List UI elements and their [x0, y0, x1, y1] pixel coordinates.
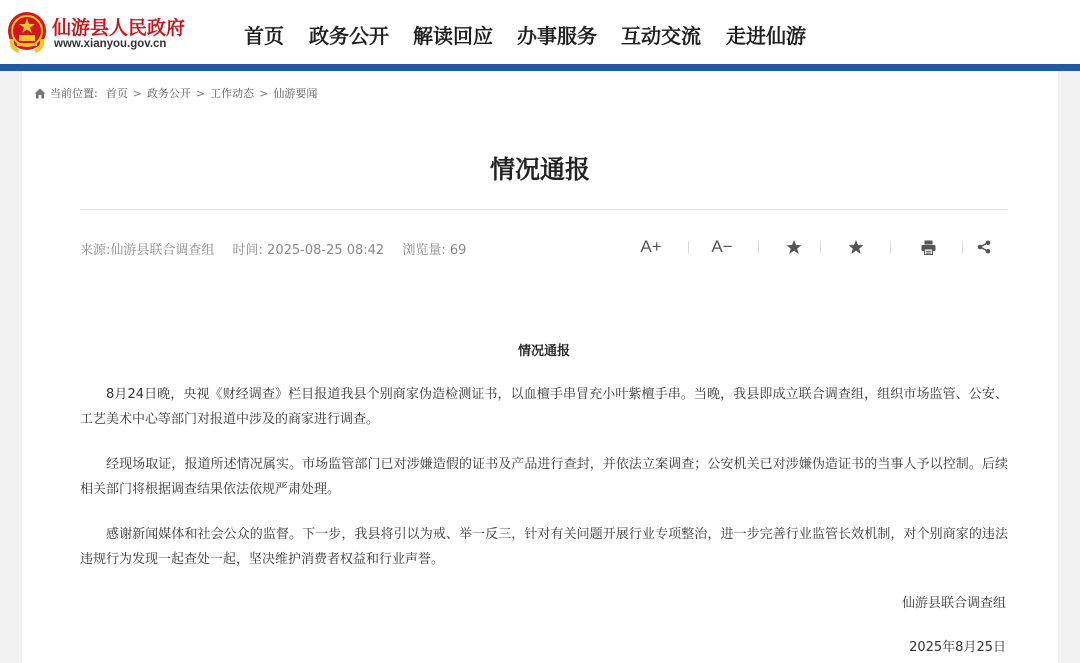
breadcrumb-government-affairs[interactable]: 政务公开 [146, 87, 191, 100]
breadcrumb-work-news[interactable]: 工作动态 [210, 87, 255, 100]
toolbar-divider [758, 241, 759, 253]
star-icon [848, 239, 864, 255]
toolbar-divider [820, 241, 821, 253]
print-button[interactable] [918, 236, 938, 258]
article-paragraph: 8月24日晚，央视《财经调查》栏目报道我县个别商家伪造检测证书，以血檀手串冒充小叶紫檀手串。当晚，我县即成立联合调查组，组织市场监管、公安、工艺美术中心等部门对报道中涉及的商家进行调查。 [80, 387, 1008, 427]
toolbar-divider [890, 241, 891, 253]
nav-interpretation[interactable]: 解读回应 [413, 24, 493, 48]
nav-home[interactable]: 首页 [244, 24, 284, 48]
national-emblem-logo[interactable] [6, 9, 48, 55]
font-decrease-icon: A− [711, 237, 733, 256]
font-increase-button[interactable] [637, 236, 665, 258]
nav-services[interactable]: 办事服务 [517, 24, 597, 48]
nav-government-affairs[interactable]: 政务公开 [309, 24, 389, 48]
article-source: 来源:仙游县联合调查组 [80, 243, 215, 258]
star-icon [786, 239, 802, 255]
site-name[interactable]: 仙游县人民政府 [52, 17, 186, 39]
article-time: 时间: 2025-08-25 08:42 [232, 243, 385, 258]
breadcrumb-separator: > [132, 86, 142, 100]
share-icon [977, 240, 991, 254]
article-meta [80, 239, 480, 258]
site-url: www.xianyou.gov.cn [54, 38, 167, 50]
share-button[interactable] [974, 236, 994, 258]
article-signature: 仙游县联合调查组 [901, 596, 1006, 611]
article-title: 情况通报 [489, 155, 590, 184]
breadcrumb-separator: > [259, 86, 269, 100]
breadcrumb-separator: > [195, 86, 206, 100]
nav-about-xianyou[interactable]: 走进仙游 [726, 24, 806, 48]
title-divider [80, 209, 1008, 210]
favorite-button[interactable] [784, 236, 804, 258]
collect-button[interactable] [846, 236, 866, 258]
nav-interaction[interactable]: 互动交流 [621, 24, 701, 48]
article-date: 2025年8月25日 [909, 640, 1006, 655]
print-icon [921, 240, 936, 255]
article-paragraph: 经现场取证，报道所述情况属实。市场监管部门已对涉嫌造假的证书及产品进行查封，并依法立案调查；公安机关已对涉嫌伪造证书的当事人予以控制。后续相关部门将根据调查结果依法依规严肃处理。 [80, 457, 1008, 497]
article-paragraph: 感谢新闻媒体和社会公众的监督。下一步，我县将引以为戒、举一反三，针对有关问题开展行业专项整治，进一步完善行业监管长效机制，对个别商家的违法违规行为发现一起查处一起，坚决维护消费者权益和行业声誉。 [80, 527, 1008, 567]
font-increase-icon: A+ [640, 237, 662, 256]
article-views: 浏览量: 69 [402, 243, 467, 258]
breadcrumb [34, 86, 317, 100]
breadcrumb-xianyou-news[interactable]: 仙游要闻 [273, 87, 318, 100]
home-icon [34, 88, 46, 99]
breadcrumb-home[interactable]: 首页 [105, 87, 128, 100]
breadcrumb-prefix: 当前位置: [50, 87, 98, 100]
nav-bottom-bar [0, 64, 1080, 71]
article-body [80, 342, 1008, 362]
toolbar-divider [688, 241, 689, 253]
toolbar-divider [962, 241, 963, 253]
font-decrease-button[interactable] [708, 236, 736, 258]
body-heading: 情况通报 [517, 344, 570, 359]
